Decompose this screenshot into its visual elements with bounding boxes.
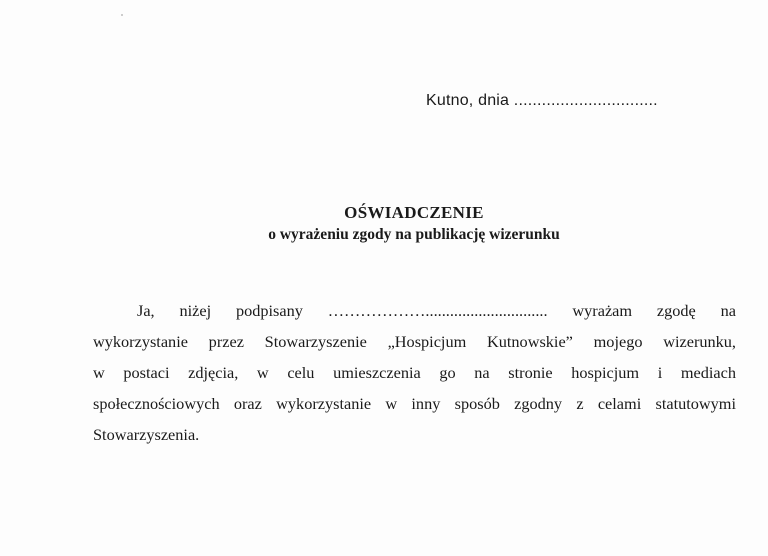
paragraph-line-5: Stowarzyszenia.	[93, 425, 200, 444]
place-date-line: Kutno, dnia ...............................	[426, 92, 658, 109]
scan-speck	[121, 14, 123, 16]
paragraph-line-3: w postaci zdjęcia, w celu umieszczenia go na stronie hospicjum i mediach	[93, 363, 736, 382]
document-subtitle: o wyrażeniu zgody na publikację wizerunku	[268, 226, 560, 243]
statement-paragraph	[93, 295, 736, 450]
paragraph-line-1: Ja, niżej podpisany ……………….............................. wyrażam zgodę na	[137, 301, 736, 320]
paragraph-line-2: wykorzystanie przez Stowarzyszenie „Hospicjum Kutnowskie” mojego wizerunku,	[93, 332, 736, 351]
paragraph-line-4: społecznościowych oraz wykorzystanie w inny sposób zgodny z celami statutowymi	[93, 394, 736, 413]
document-title: OŚWIADCZENIE	[344, 203, 484, 222]
